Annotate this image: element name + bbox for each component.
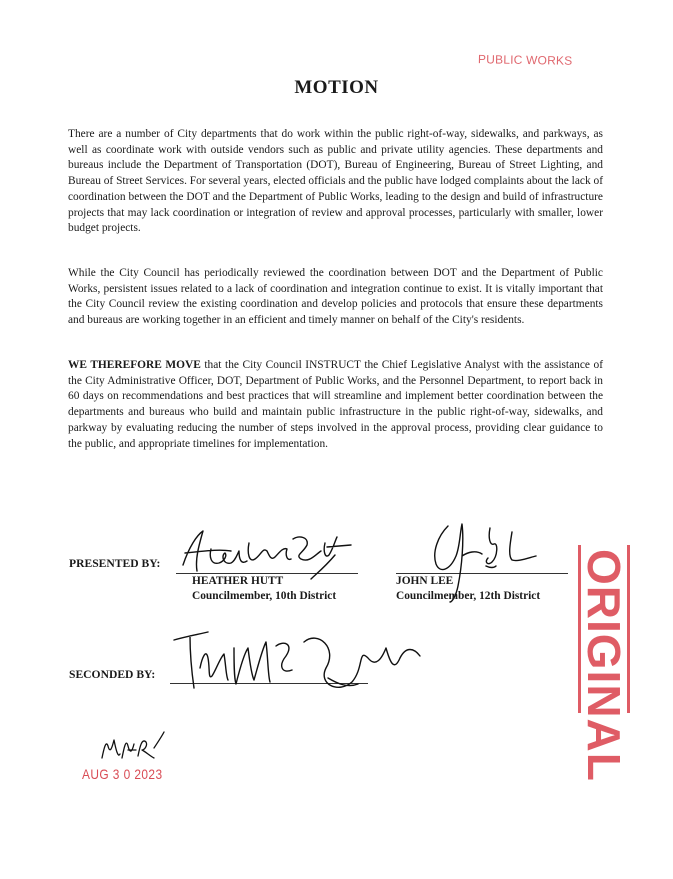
- motion-paragraph-3: [68, 358, 603, 452]
- move-lead-text: WE THEREFORE MOVE: [68, 359, 201, 371]
- signer-name-lee: JOHN LEE: [396, 575, 454, 587]
- signer-title-hutt: Councilmember, 10th District: [192, 590, 337, 602]
- move-body-text: that the City Council INSTRUCT the Chief Legislative Analyst with the assistance of the City Administrative Officer, DOT, Department of Public Works, and the Personnel Department, to report back in 60 days on recommendations and best practices that will streamline and implement better coordination between the departments and bureaus who build and maintain public infrastructure in the public right-of-way, sidewalks, and parkway by evaluating reducing the number of steps involved in the approval process, providing clear guidance to the public, and appropriate timelines for implementation.: [68, 359, 603, 450]
- received-date-stamp: AUG 3 0 2023: [82, 766, 163, 782]
- presented-by-label: PRESENTED BY:: [69, 557, 161, 570]
- received-initials: [98, 728, 168, 766]
- department-stamp: PUBLIC WORKS: [477, 52, 573, 68]
- seconded-by-label: SECONDED BY:: [69, 668, 156, 681]
- motion-paragraph-1: There are a number of City departments that do work within the public right-of-way, sidewalks, and parkways, as well as coordinate work with outside vendors such as public and private utility agencies. These departments and bureaus include the Department of Transportation (DOT), Bureau of Engineering, Bureau of Street Lighting, and Bureau of Street Services. For several years, elected officials and the public have lodged complaints about the lack of coordination between the DOT and the Department of Public Works, leading to the design and build of infrastructure projects that may lack coordination or integration of review and approval processes, particularly with smaller, lower budget projects.: [68, 128, 603, 235]
- document-title: MOTION: [294, 77, 379, 98]
- signer-name-hutt: HEATHER HUTT: [192, 575, 284, 587]
- motion-paragraph-2: While the City Council has periodically reviewed the coordination between DOT and the Department of Public Works, persistent issues related to a lack of coordination and integration continue to exist. It is vitally important that the City Council review the existing coordination and develop policies and protocols that ensure these departments and bureaus are working together in an efficient and timely manner on behalf of the City's residents.: [68, 267, 603, 327]
- signer-title-lee: Councilmember, 12th District: [396, 590, 541, 602]
- signature-seconder: [168, 618, 438, 708]
- original-stamp: ORIGINAL: [578, 545, 630, 713]
